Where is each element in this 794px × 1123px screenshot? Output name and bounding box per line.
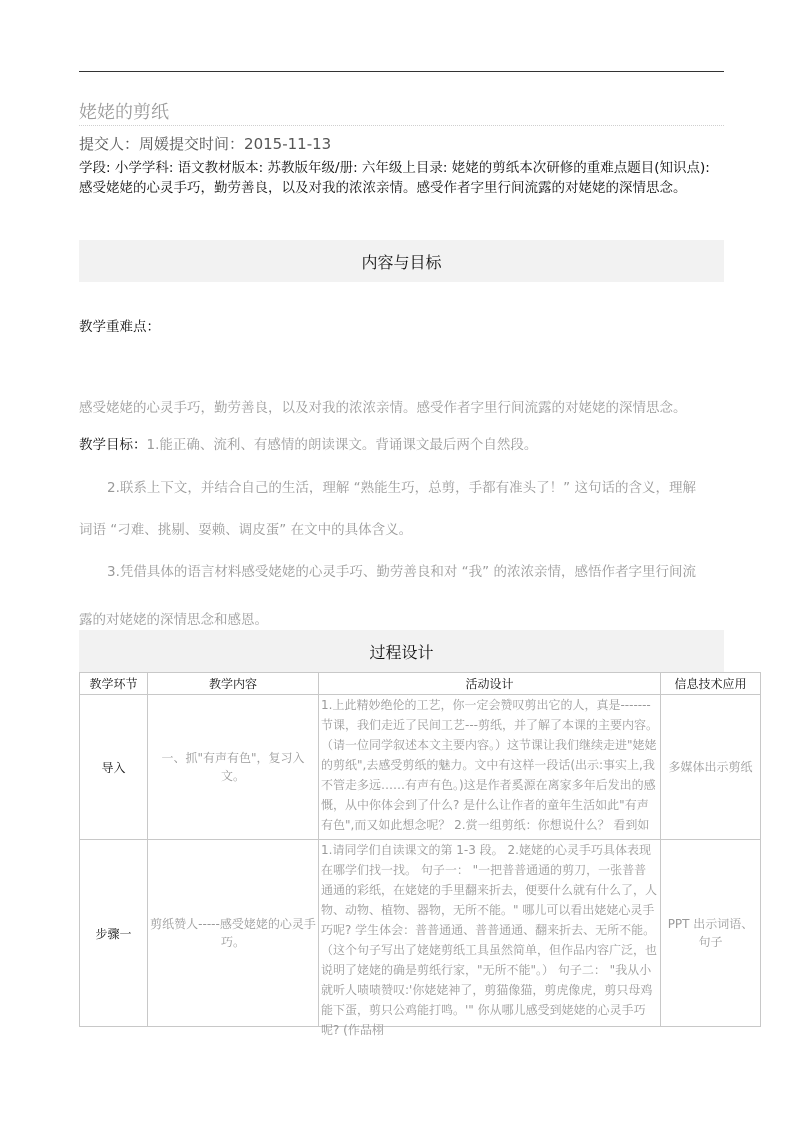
section-heading-process-design: 过程设计 xyxy=(79,630,724,672)
stage-cell: 步骤一 xyxy=(80,840,148,1027)
content-cell: 剪纸赞人-----感受姥姥的心灵手巧。 xyxy=(148,840,319,1027)
table-row xyxy=(80,840,761,1027)
section-heading-content-goals: 内容与目标 xyxy=(79,240,724,282)
submitter-label: 提交人： xyxy=(79,135,140,153)
summary-line-2: 感受姥姥的心灵手巧，勤劳善良，以及对我的浓浓亲情。感受作者字里行间流露的对姥姥的深情思念。 xyxy=(79,180,687,196)
time-label: 提交时间： xyxy=(169,135,245,153)
tech-cell: 多媒体出示剪纸 xyxy=(661,695,761,840)
teaching-goal-2b: 词语 “刁难、挑剔、耍赖、调皮蛋” 在文中的具体含义。 xyxy=(79,522,413,538)
teaching-goal-3b: 露的对姥姥的深情思念和感恩。 xyxy=(79,612,268,628)
column-header: 教学内容 xyxy=(148,673,319,695)
activity-cell xyxy=(319,840,661,1037)
tech-cell: PPT 出示词语、句子 xyxy=(661,840,761,1027)
table-header-row xyxy=(80,673,761,695)
stage-cell: 导入 xyxy=(80,695,148,840)
summary-line-1: 学段: 小学学科: 语文教材版本: 苏教版年级/册: 六年级上目录: 姥姥的剪纸本次研修的重难点题目(知识点): xyxy=(79,160,710,176)
document-title: 姥姥的剪纸 xyxy=(79,102,169,123)
table-row xyxy=(80,695,761,840)
key-points-text: 感受姥姥的心灵手巧，勤劳善良，以及对我的浓浓亲情。感受作者字里行间流露的对姥姥的深情思念。 xyxy=(79,400,687,416)
submit-time: 2015-11-13 xyxy=(244,135,332,153)
column-header: 信息技术应用 xyxy=(661,673,761,695)
activity-cell xyxy=(319,695,661,840)
teaching-goal-2a: 2.联系上下文，并结合自己的生活，理解 “熟能生巧，总剪，手都有准头了！” 这句话的含义，理解 xyxy=(107,480,696,496)
submitter-name: 周媛 xyxy=(139,135,170,153)
activity-text: 1.请同学们自读课文的第 1-3 段。 2.姥姥的心灵手巧具体表现在哪学们找一找。 句子一： "一把普普通通的剪刀，一张普普通通的彩纸，在姥姥的手里翻来折去，便要什么就有什么了，人物、动物、植物、器物，无所不能。" 哪儿可以看出姥姥心灵手巧呢? 学生体会：普普通通、普普通通、翻来折去、无所不能。 （这个句子写出了姥姥剪纸工具虽然简单，但作品内容广泛，也说明了姥姥的确是剪纸行家，"无所不能"。） 句子二： "我从小就听人啧啧赞叹:'你姥姥神了，剪猫像猫，剪虎像虎，剪只母鸡能下蛋，剪只公鸡能打鸣。'" 你从哪儿感受到姥姥的心灵手巧呢? (作品栩 xyxy=(321,843,658,1037)
top-divider xyxy=(79,71,724,72)
submission-info xyxy=(79,133,331,154)
activity-text: 1.上此精妙绝伦的工艺，你一定会赞叹剪出它的人，真是-------节课，我们走近了民间工艺---剪纸，并了解了本课的主要内容。（请一位同学叙述本文主要内容。）这节课让我们继续走进"姥姥的剪纸",去感受剪纸的魅力。文中有这样一段话(出示:事实上,我不管走多远……有声有色。)这是作者奚源在离家多年后发出的感慨，从中你体会到了什么? 是什么让作者的童年生活如此"有声有色",而又如此想念呢？ 2.赏一组剪纸：你想说什么？ 看到如 xyxy=(321,698,658,832)
teaching-goals-label: 教学目标： xyxy=(79,437,147,453)
title-divider xyxy=(79,125,724,126)
teaching-goal-1 xyxy=(79,435,537,455)
course-summary xyxy=(79,158,729,198)
column-header: 活动设计 xyxy=(319,673,661,695)
teaching-goal-3a: 3.凭借具体的语言材料感受姥姥的心灵手巧、勤劳善良和对 “我” 的浓浓亲情，感悟作者字里行间流 xyxy=(107,564,696,580)
key-points-label: 教学重难点： xyxy=(79,319,160,335)
process-design-table xyxy=(79,672,761,1037)
column-header: 教学环节 xyxy=(80,673,148,695)
goal-1-text: 1.能正确、流利、有感情的朗读课文。背诵课文最后两个自然段。 xyxy=(146,437,538,453)
content-cell: 一、抓"有声有色"，复习入文。 xyxy=(148,695,319,840)
